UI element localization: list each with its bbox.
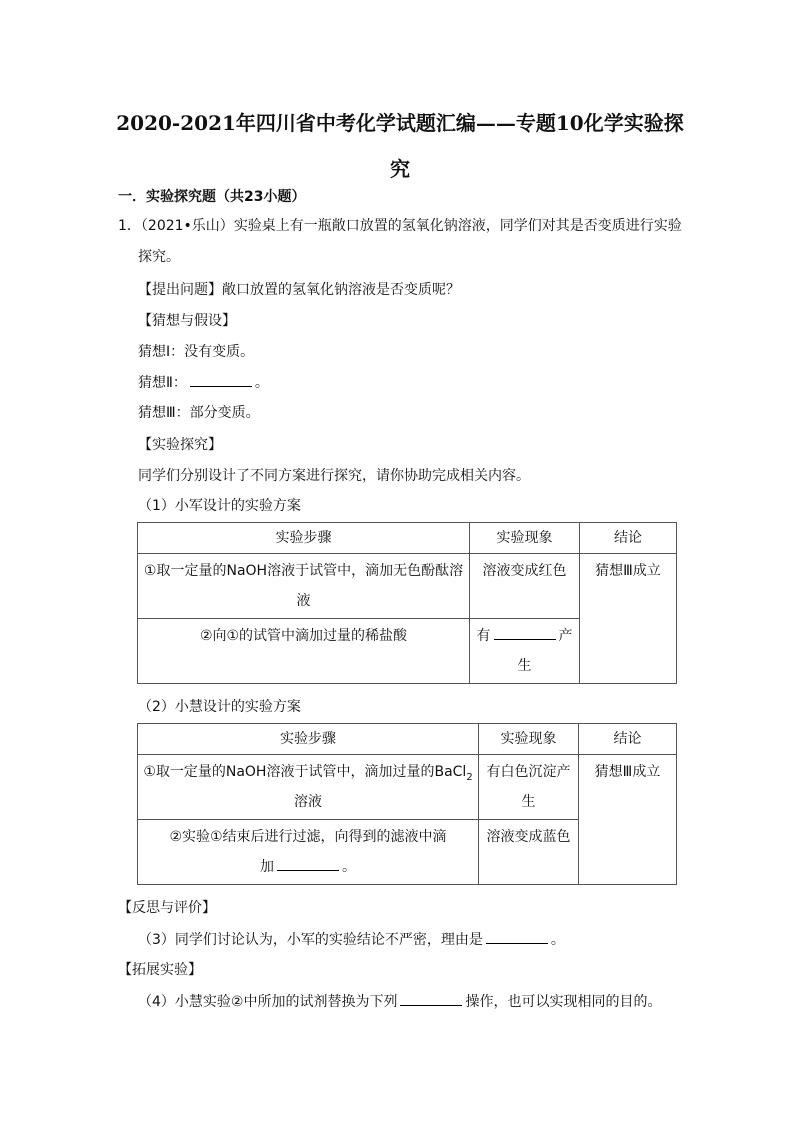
table-row <box>138 755 677 820</box>
table-cell-observation: 溶液变成蓝色 <box>479 820 579 885</box>
hypothesis-heading: 【猜想与假设】 <box>138 313 236 329</box>
hypothesis-3: 猜想Ⅲ：部分变质。 <box>138 405 260 421</box>
document-title <box>110 100 690 192</box>
table-header-observation: 实验现象 <box>470 523 580 554</box>
explore-text: 同学们分别设计了不同方案进行探究，请你协助完成相关内容。 <box>138 468 530 484</box>
question-stem-line-1 <box>118 216 682 236</box>
hypothesis-1: 猜想Ⅰ：没有变质。 <box>138 344 255 360</box>
table-cell-conclusion: 猜想Ⅲ成立 <box>579 755 677 885</box>
question-stem-text: 实验桌上有一瓶敞口放置的氢氧化钠溶液，同学们对其是否变质进行实验 <box>233 218 682 234</box>
plan-1-caption: （1）小军设计的实验方案 <box>138 498 301 514</box>
table-row <box>138 724 677 755</box>
table-cell-step: ②向①的试管中滴加过量的稀盐酸 <box>138 619 470 684</box>
step-text-end: 。 <box>342 859 356 875</box>
subscript-2: 2 <box>466 771 473 783</box>
title-line-1: 2020-2021年四川省中考化学试题汇编——专题10化学实验探 <box>116 111 684 135</box>
table-row <box>138 523 677 554</box>
answer-blank-reagent <box>277 856 339 871</box>
table-cell-observation: 溶液变成红色 <box>470 554 580 619</box>
table-header-observation: 实验现象 <box>479 724 579 755</box>
plan-1-table <box>137 522 677 684</box>
table-header-conclusion: 结论 <box>580 523 677 554</box>
question-3-end: 。 <box>550 932 565 948</box>
question-stem-line-2: 探究。 <box>138 249 180 265</box>
answer-blank-operation <box>400 991 462 1006</box>
table-header-step: 实验步骤 <box>138 724 479 755</box>
answer-blank-hypothesis-2 <box>190 372 252 387</box>
question-3-text: （3）同学们讨论认为，小军的实验结论不严密，理由是 <box>138 932 483 948</box>
table-cell-step <box>138 820 479 885</box>
extend-heading: 【拓展实验】 <box>118 962 202 978</box>
pose-question: 【提出问题】敞口放置的氢氧化钠溶液是否变质呢？ <box>138 282 460 298</box>
section-heading: 一．实验探究题（共23小题） <box>118 189 306 205</box>
table-header-step: 实验步骤 <box>138 523 470 554</box>
table-cell-step: ①取一定量的NaOH溶液于试管中，滴加无色酚酞溶液 <box>138 554 470 619</box>
question-3 <box>138 929 565 950</box>
table-header-conclusion: 结论 <box>579 724 677 755</box>
observation-prefix: 有 <box>476 628 491 644</box>
table-cell-observation: 有白色沉淀产生 <box>479 755 579 820</box>
step-text: ①取一定量的NaOH溶液于试管中，滴加过量的BaCl <box>143 764 467 780</box>
plan-2-table <box>137 723 677 885</box>
hypothesis-2-end: 。 <box>254 375 269 391</box>
step-text-end: 溶液 <box>294 794 322 810</box>
table-cell-step <box>138 755 479 820</box>
table-cell-conclusion: 猜想Ⅲ成立 <box>580 554 677 684</box>
reflect-heading: 【反思与评价】 <box>118 900 216 916</box>
title-line-2: 究 <box>390 157 410 181</box>
hypothesis-2-label: 猜想Ⅱ： <box>138 375 187 391</box>
question-4-end: 操作，也可以实现相同的目的。 <box>465 994 662 1010</box>
hypothesis-2 <box>138 372 269 393</box>
question-4 <box>138 991 661 1012</box>
plan-2-caption: （2）小慧设计的实验方案 <box>138 699 301 715</box>
step-text-add: 加 <box>260 859 274 875</box>
answer-blank-reason <box>486 929 548 944</box>
table-row <box>138 554 677 619</box>
observation-suffix: 产生 <box>517 628 573 674</box>
question-source: （2021•乐山） <box>140 218 234 234</box>
answer-blank-gas <box>494 625 556 640</box>
question-4-text: （4）小慧实验②中所加的试剂替换为下列 <box>138 994 398 1010</box>
explore-heading: 【实验探究】 <box>138 437 222 453</box>
question-number: 1． <box>118 218 141 234</box>
step-text: ②实验①结束后进行过滤，向得到的滤液中滴 <box>169 829 447 845</box>
table-cell-observation <box>470 619 580 684</box>
